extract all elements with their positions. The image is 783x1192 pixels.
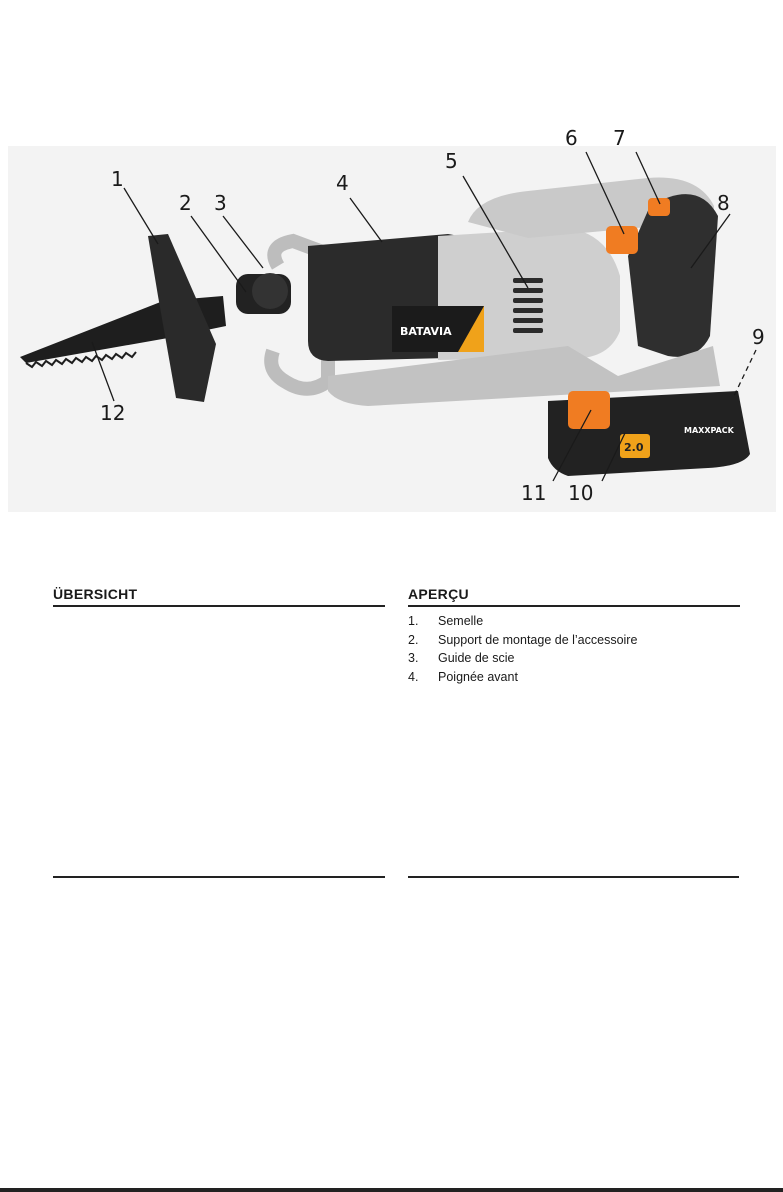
- callout-7: 7: [613, 126, 626, 150]
- page-bottom-bar: [0, 1188, 783, 1192]
- list-item: 2. Support de montage de l’accessoire: [408, 632, 638, 647]
- list-item: 4. Poignée avant: [408, 669, 518, 684]
- battery-capacity: 2.0: [624, 441, 644, 454]
- battery-brand: MAXXPACK: [684, 426, 734, 435]
- overview-french: [408, 586, 740, 686]
- reciprocating-saw-illustration: [8, 146, 776, 512]
- section-divider-fr: [408, 876, 739, 878]
- callout-5: 5: [445, 149, 458, 173]
- callout-9: 9: [752, 325, 765, 349]
- list-item: 1. Semelle: [408, 614, 484, 628]
- callout-10: 10: [568, 481, 594, 505]
- section-divider-de: [53, 876, 385, 878]
- top-callouts: [0, 120, 783, 150]
- callout-11: 11: [521, 481, 547, 505]
- battery-release: [568, 391, 610, 429]
- section-heading-de: ÜBERSICHT: [53, 586, 385, 607]
- callout-2: 2: [179, 191, 192, 215]
- callout-12: 12: [100, 401, 126, 425]
- product-figure: [8, 146, 776, 512]
- section-heading-fr: APERÇU: [408, 586, 740, 607]
- callout-8: 8: [717, 191, 730, 215]
- callout-6: 6: [565, 126, 578, 150]
- callout-1: 1: [111, 167, 124, 191]
- overview-german: [53, 586, 385, 612]
- callout-3: 3: [214, 191, 227, 215]
- parts-list-fr: [408, 612, 740, 686]
- list-item: 3. Guide de scie: [408, 651, 515, 665]
- callout-4: 4: [336, 171, 349, 195]
- brand-logo: BATAVIA: [400, 325, 452, 338]
